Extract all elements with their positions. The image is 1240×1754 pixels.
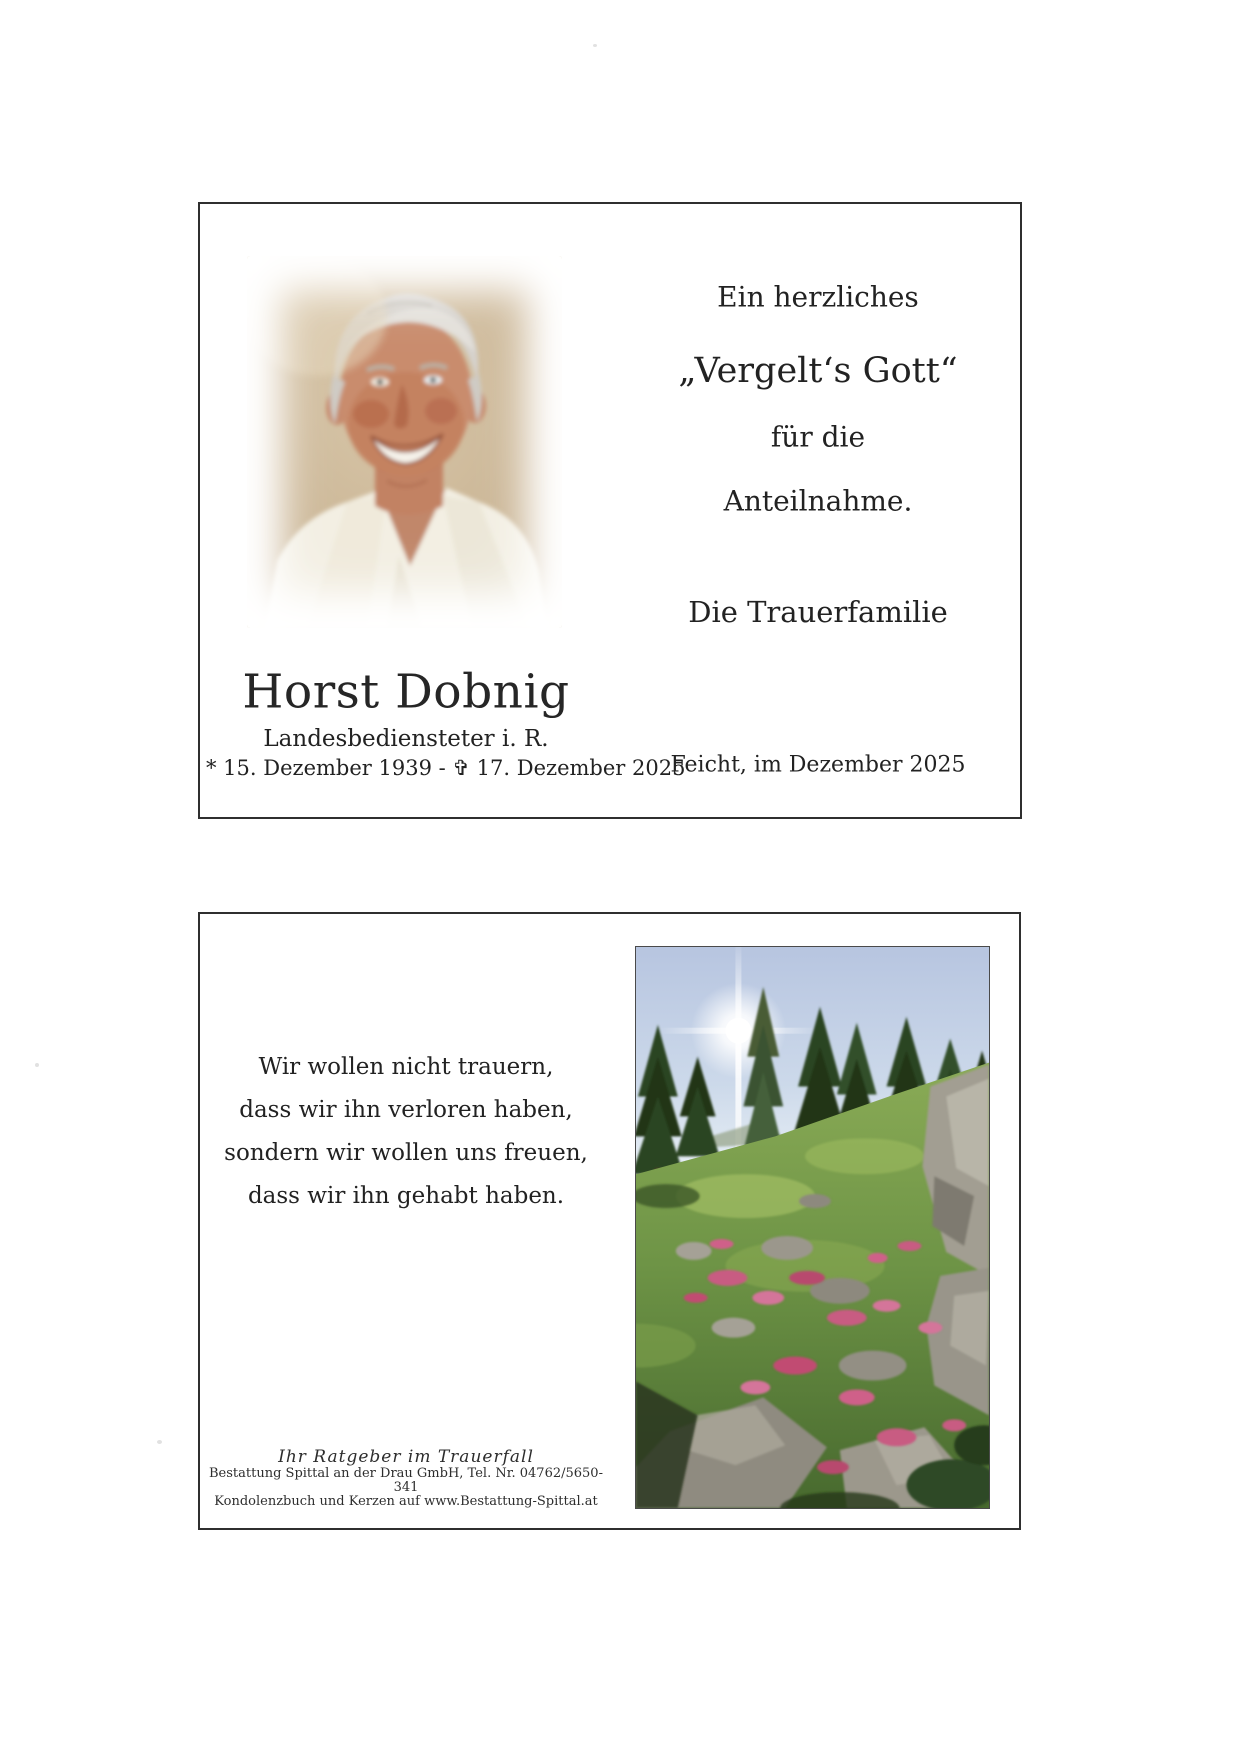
funeral-home-company-line: Bestattung Spittal an der Drau GmbH, Tel. Nr. 04762/5650-341	[209, 1466, 603, 1495]
poem-line: dass wir ihn verloren haben,	[239, 1097, 573, 1123]
deceased-column	[206, 204, 686, 817]
scan-dust-speck	[157, 1440, 162, 1444]
poem-column	[206, 914, 606, 1528]
memorial-card-front	[198, 202, 1022, 819]
deceased-name: Horst Dobnig	[242, 664, 570, 720]
funeral-home-imprint	[206, 1448, 606, 1509]
memorial-card-back	[198, 912, 1021, 1530]
portrait-photo	[247, 256, 562, 628]
poem-line: sondern wir wollen uns freuen,	[224, 1140, 588, 1166]
acknowledgement-column	[620, 204, 1016, 817]
portrait-photo-illustration	[247, 256, 562, 628]
acknowledgement-line-1: Ein herzliches	[717, 280, 919, 314]
mourning-family-signature: Die Trauerfamilie	[688, 595, 948, 629]
funeral-home-slogan: Ihr Ratgeber im Trauerfall	[278, 1447, 534, 1467]
deceased-profession: Landesbediensteter i. R.	[263, 726, 549, 752]
alpine-hillside-illustration	[636, 947, 989, 1508]
memorial-poem	[206, 1046, 606, 1218]
poem-line: dass wir ihn gehabt haben.	[247, 1183, 565, 1209]
acknowledgement-line-3: für die	[770, 420, 866, 454]
poem-line: Wir wollen nicht trauern,	[258, 1054, 554, 1080]
landscape-photo	[635, 946, 990, 1509]
deceased-life-dates: * 15. Dezember 1939 - ✞ 17. Dezember 2025	[206, 756, 686, 780]
scan-dust-speck	[593, 44, 597, 47]
acknowledgement-line-2: „Vergelt‘s Gott“	[678, 351, 958, 391]
funeral-home-web-line: Kondolenzbuch und Kerzen auf www.Bestattung-Spittal.at	[214, 1494, 598, 1509]
scan-dust-speck	[35, 1063, 39, 1067]
acknowledgement-line-4: Anteilnahme.	[723, 484, 913, 518]
place-and-date: Feicht, im Dezember 2025	[670, 752, 966, 778]
